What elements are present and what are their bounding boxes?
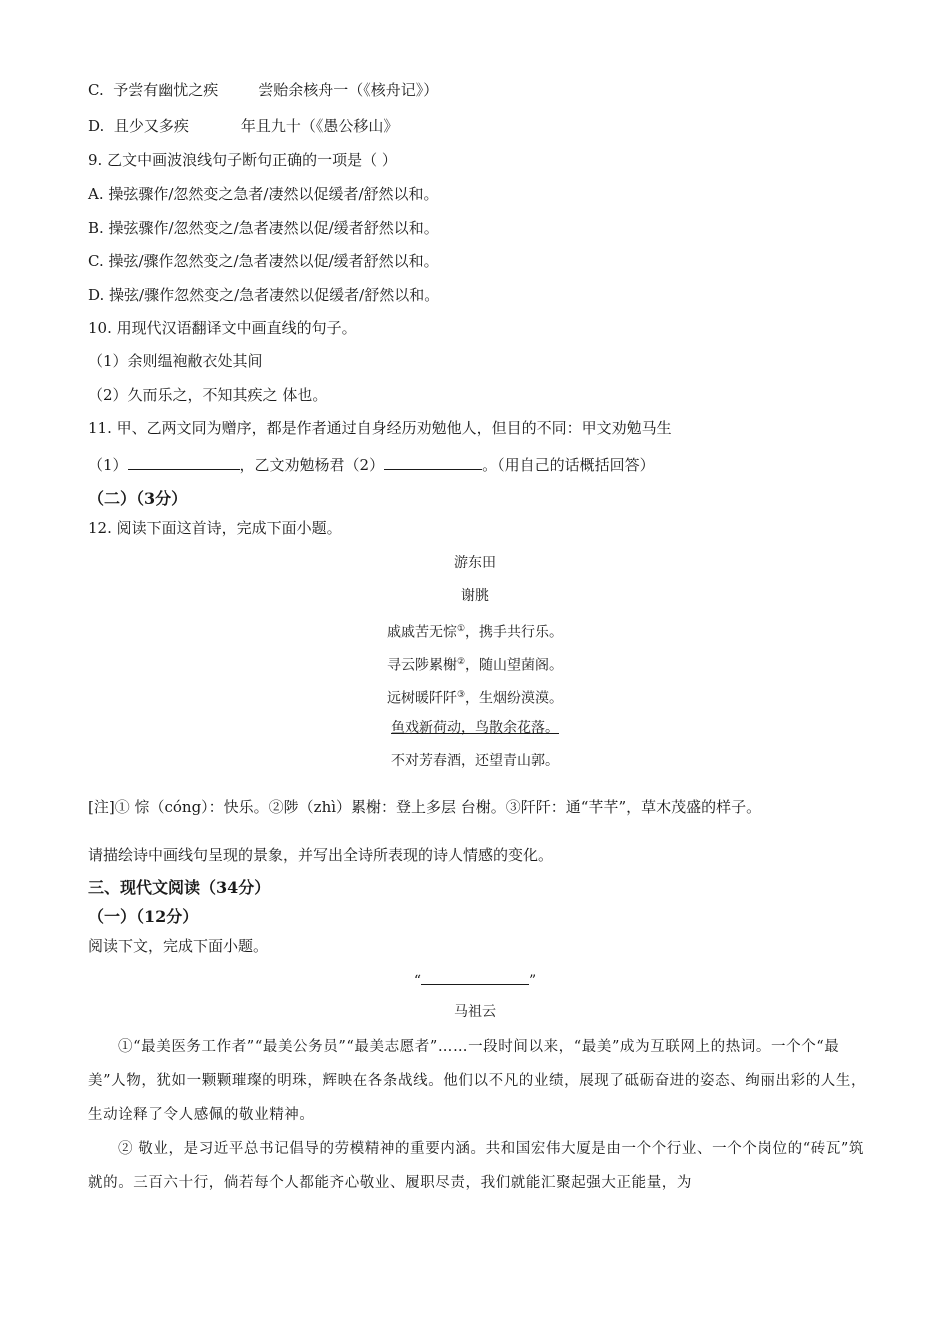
article-paragraph-2: ② 敬业，是习近平总书记倡导的劳模精神的重要内涵。共和国宏伟大厦是由一个个行业、一个个岗位的“砖瓦”筑就的。三百六十行，倘若每个人都能齐心敬业、履职尽责，我们就能汇聚起强大正能量，为 — [88, 1141, 865, 1191]
poem-line-3: 远树暖阡阡③，生烟纷漠漠。 — [386, 690, 564, 707]
q10-stem: 10. 用现代汉语翻译文中画直线的句子。 — [88, 319, 357, 337]
reading-instruction: 阅读下文，完成下面小题。 — [88, 937, 269, 955]
poem-line-5: 不对芳春酒，还望青山郭。 — [391, 753, 559, 769]
section-2-title: （二）（3分） — [88, 489, 188, 508]
poem-notes: [注]① 悰（cóng）：快乐。②陟（zhì）累榭：登上多层 台榭。③阡阡：通“芊芊”，草木茂盛的样子。 — [88, 798, 762, 816]
q10-item-2: （2）久而乐之，不知其疾之 体也。 — [88, 386, 328, 404]
q11-answer-line: （1） ，乙文劝勉杨君（2） 。（用自己的话概括回答） — [88, 456, 655, 474]
q9-stem: 9. 乙文中画波浪线句子断句正确的一项是（ ） — [88, 151, 397, 169]
q10-item-1: （1）余则缊袍敝衣处其间 — [88, 352, 263, 370]
poem-author: 谢朓 — [461, 588, 489, 604]
article-title-blank: “ ” — [0, 970, 950, 991]
q12-question: 请描绘诗中画线句呈现的景象，并写出全诗所表现的诗人情感的变化。 — [88, 846, 554, 864]
poem-title: 游东田 — [454, 555, 496, 571]
answer-blank-2[interactable] — [384, 455, 482, 470]
poem-line-1: 戚戚苦无悰①，携手共行乐。 — [386, 624, 564, 641]
q12-stem: 12. 阅读下面这首诗，完成下面小题。 — [88, 519, 342, 537]
poem-line-4-underlined: 鱼戏新荷动，鸟散余花落。 — [391, 720, 559, 736]
q9-option-d: D. 操弦/骤作忽然变之/急者凄然以促缓者/舒然以和。 — [88, 286, 440, 304]
q9-option-a: A. 操弦骤作/忽然变之急者/凄然以促缓者/舒然以和。 — [88, 185, 439, 203]
article-author: 马祖云 — [454, 1004, 496, 1020]
article-paragraph-1: ①“最美医务工作者”“最美公务员”“最美志愿者”……一段时间以来，“最美”成为互联网上的热词。一个个“最美”人物，犹如一颗颗璀璨的明珠，辉映在各条战线。他们以不凡的业绩，展现了砥砺奋进的姿态、绚丽出彩的人生，生动诠释了令人感佩的敬业精神。 — [88, 1039, 867, 1123]
poem-line-2: 寻云陟累榭②，随山望菌阁。 — [386, 657, 564, 674]
title-blank[interactable] — [421, 970, 529, 985]
q9-option-c: C. 操弦/骤作忽然变之/急者凄然以促/缓者舒然以和。 — [88, 252, 439, 270]
q8-option-d: D. 且少又多疾 年且九十（《愚公移山》 — [88, 117, 399, 135]
q8-option-c: C. 予尝有幽忧之疾 尝贻余核舟一（《核舟记》） — [88, 81, 439, 99]
article-body — [88, 1030, 868, 1200]
section-3-title: 三、现代文阅读（34分） — [88, 878, 271, 897]
section-3-sub-1: （一）（12分） — [88, 907, 199, 926]
answer-blank-1[interactable] — [128, 455, 240, 470]
q9-option-b: B. 操弦骤作/忽然变之/急者凄然以促/缓者舒然以和。 — [88, 219, 439, 237]
q11-stem: 11. 甲、乙两文同为赠序，都是作者通过自身经历劝勉他人，但目的不同：甲文劝勉马生 — [88, 419, 672, 437]
